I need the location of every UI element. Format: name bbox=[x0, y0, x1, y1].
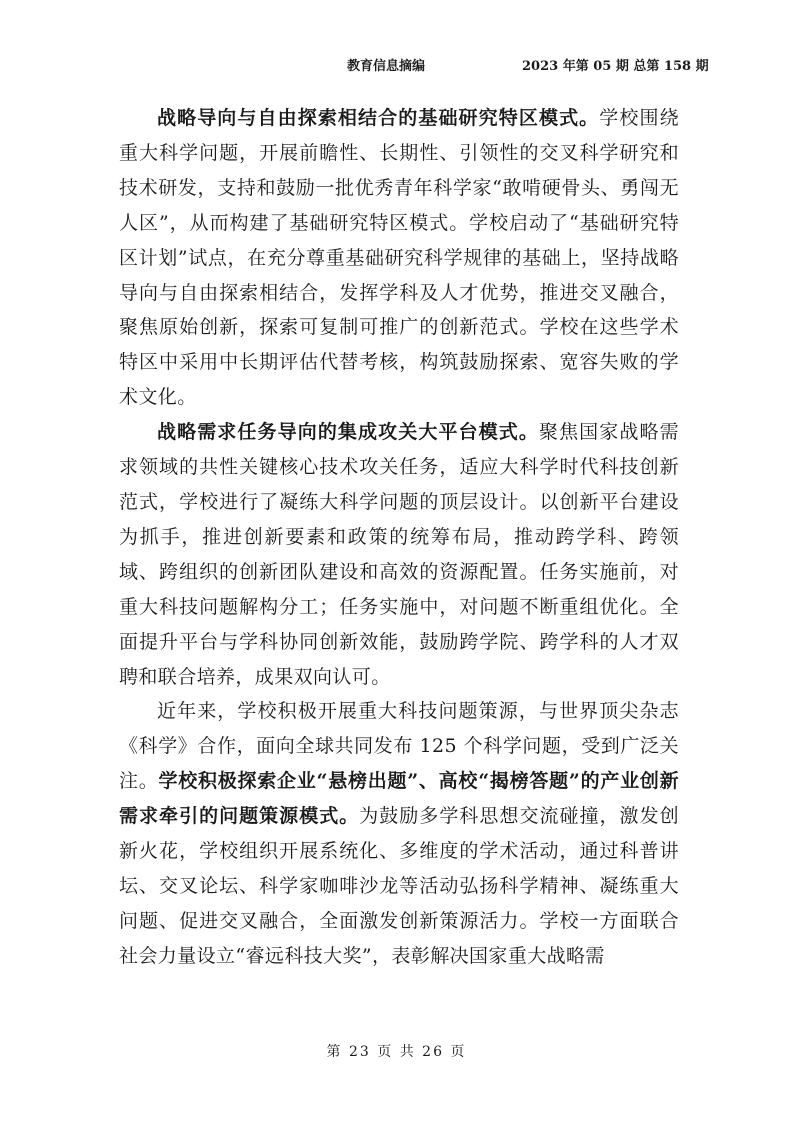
page-header bbox=[0, 55, 793, 75]
article-body bbox=[119, 101, 679, 974]
page-number: 第 23 页 共 26 页 bbox=[326, 1044, 467, 1060]
publication-title: 教育信息摘编 bbox=[347, 59, 426, 74]
paragraph-text: 学校围绕重大科学问题，开展前瞻性、长期性、引领性的交叉科学研究和技术研发，支持和鼓励一批优秀青年科学家“敢啃硬骨头、勇闯无人区”，从而构建了基础研究特区模式。学校启动了“基础研究特区计划”试点，在充分尊重基础研究科学规律的基础上，坚持战略导向与自由探索相结合，发挥学科及人才优势，推进交叉融合，聚焦原始创新，探索可复制可推广的创新范式。学校在这些学术特区中采用中长期评估代替考核，构筑鼓励探索、宽容失败的学术文化。 bbox=[119, 107, 679, 409]
paragraph-heading: 学校积极探索企业“悬榜出题”、高校“揭榜答题”的产业创新需求牵引的问题策源模式。 bbox=[119, 770, 679, 828]
issue-number: 2023 年第 05 期 总第 158 期 bbox=[522, 59, 709, 74]
paragraph-intro-text: 近年来，学校积极开展重大科技问题策源，与世界顶尖杂志《科学》合作，面向全球共同发布 125 个科学问题，受到广泛关注。 bbox=[119, 700, 679, 793]
paragraph-integrated-platform bbox=[119, 415, 679, 694]
paragraph-problem-sourcing bbox=[119, 694, 679, 973]
paragraph-heading: 战略需求任务导向的集成攻关大平台模式。 bbox=[157, 421, 539, 444]
paragraph-heading: 战略导向与自由探索相结合的基础研究特区模式。 bbox=[157, 107, 600, 129]
paragraph-text: 为鼓励多学科思想交流碰撞，激发创新火花，学校组织开展系统化、多维度的学术活动，通过科普讲坛、交叉论坛、科学家咖啡沙龙等活动弘扬科学精神、凝练重大问题、促进交叉融合，全面激发创新策源活力。学校一方面联合社会力量设立“睿远科技大奖”，表彰解决国家重大战略需 bbox=[119, 805, 679, 967]
header-divider bbox=[119, 79, 679, 80]
paragraph-basic-research-zone bbox=[119, 101, 679, 415]
paragraph-text: 聚焦国家战略需求领域的共性关键核心技术攻关任务，适应大科学时代科技创新范式，学校进行了凝练大科学问题的顶层设计。以创新平台建设为抓手，推进创新要素和政策的统筹布局，推动跨学科、跨领域、跨组织的创新团队建设和高效的资源配置。任务实施前，对重大科技问题解构分工；任务实施中，对问题不断重组优化。全面提升平台与学科协同创新效能，鼓励跨学院、跨学科的人才双聘和联合培养，成果双向认可。 bbox=[119, 421, 679, 688]
